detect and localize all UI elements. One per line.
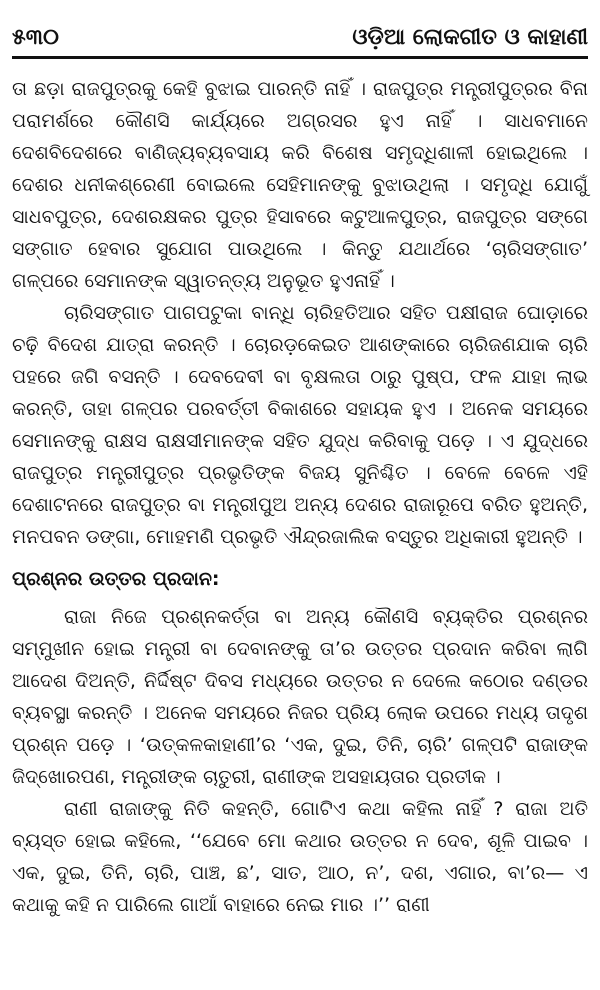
- page-number: ୫୩୦: [12, 25, 59, 50]
- running-title: ଓଡ଼ିଆ ଲୋକଗୀତ ଓ କାହାଣୀ: [352, 25, 588, 50]
- paragraph-1: ତା ଛଡ଼ା ରାଜପୁତ୍ରକୁ କେହି ବୁଝାଇ ପାରନ୍ତି ନାହିଁ । ରାଜପୁତ୍ର ମନ୍ତ୍ରୀପୁତ୍ରର ବିନା ପରାମର୍ଶରେ କୌଣସି କାର୍ଯ୍ୟରେ ଅଗ୍ରସର ହୁଏ ନାହିଁ । ସାଧବମାନେ ଦେଶବିଦେଶରେ ବାଣିଜ୍ୟବ୍ୟବସାୟ କରି ବିଶେଷ ସମୃଦ୍ଧିଶାଳୀ ହୋଇଥିଲେ । ଦେଶର ଧନୀକଶ୍ରେଣୀ ବୋଇଲେ ସେହିମାନଙ୍କୁ ବୁଝାଉଥିଲା । ସମୃଦ୍ଧି ଯୋଗୁଁ ସାଧବପୁତ୍ର, ଦେଶରକ୍ଷକର ପୁତ୍ର ହିସାବରେ କଟୁଆଳପୁତ୍ର, ରାଜପୁତ୍ର ସଙ୍ଗେ ସଙ୍ଗାତ ହେବାର ସୁଯୋଗ ପାଉଥିଲେ । କିନ୍ତୁ ଯଥାର୍ଥରେ ‘ଚାରିସଙ୍ଗାତ’ ଗଳ୍ପରେ ସେମାନଙ୍କ ସ୍ୱାତନ୍ତ୍ୟ ଅନୁଭୂତ ହୁଏନାହିଁ ।: [12, 78, 588, 292]
- paragraph-3: ରାଜା ନିଜେ ପ୍ରଶ୍ନକର୍ତ୍ତା ବା ଅନ୍ୟ କୌଣସି ବ୍ୟକ୍ତିର ପ୍ରଶ୍ନର ସମ୍ମୁଖୀନ ହୋଇ ମନ୍ତ୍ରୀ ବା ଦେବାନଙ୍କୁ ତା’ର ଉତ୍ତର ପ୍ରଦାନ କରିବା ଲାଗି ଆଦେଶ ଦିଅନ୍ତି, ନିର୍ଦ୍ଦିଷ୍ଟ ଦିବସ ମଧ୍ୟରେ ଉତ୍ତର ନ ଦେଲେ କଠୋର ଦଣ୍ଡର ବ୍ୟବସ୍ଥା କରନ୍ତି । ଅନେକ ସମୟରେ ନିଜର ପ୍ରିୟ ଲୋକ ଉପରେ ମଧ୍ୟ ତାଦୃଶ ପ୍ରଶ୍ନ ପଡ଼େ । ‘ଉତ୍କଳକାହାଣୀ’ର ‘ଏକ, ଦୁଇ, ତିନି, ଚାରି’ ଗଳ୍ପଟି ରାଜାଙ୍କ ଜିଦ୍‌ଖୋରପଣ, ମନ୍ତ୍ରୀଙ୍କ ଚାତୁରୀ, ରାଣୀଙ୍କ ଅସହାୟତାର ପ୍ରତୀକ ।: [12, 606, 588, 788]
- page-header: [12, 14, 588, 50]
- paragraph-2: ଚାରିସଙ୍ଗାତ ପାଗପଟୁକା ବାନ୍ଧି ଚାରିହତିଆର ସହିତ ପକ୍ଷୀରାଜ ଘୋଡ଼ାରେ ଚଢ଼ି ବିଦେଶ ଯାତ୍ରା କରନ୍ତି । ଚୋରଡ଼କେଇତ ଆଶଙ୍କାରେ ଚାରିଜଣଯାକ ଚାରି ପହରେ ଜଗି ବସନ୍ତି । ଦେବଦେବୀ ବା ବୃକ୍ଷଲତା ଠାରୁ ପୁଷ୍ପ, ଫଳ ଯାହା ଲାଭ କରନ୍ତି, ତାହା ଗଳ୍ପର ପରବର୍ତ୍ତୀ ବିକାଶରେ ସହାୟକ ହୁଏ । ଅନେକ ସମୟରେ ସେମାନଙ୍କୁ ରାକ୍ଷସ ରାକ୍ଷସୀମାନଙ୍କ ସହିତ ଯୁଦ୍ଧ କରିବାକୁ ପଡ଼େ । ଏ ଯୁଦ୍ଧରେ ରାଜପୁତ୍ର ମନ୍ତ୍ରୀପୁତ୍ର ପ୍ରଭୃତିଙ୍କ ବିଜୟ ସୁନିଶ୍ଚିତ । ବେଳେ ବେଳେ ଏହି ଦେଶାଟନରେ ରାଜପୁତ୍ର ବା ମନ୍ତ୍ରୀପୁଅ ଅନ୍ୟ ଦେଶର ରାଜାରୂପେ ବରିତ ହୁଅନ୍ତି, ମନପବନ ଡଙ୍ଗା, ମୋହମଣି ପ୍ରଭୃତି ଐନ୍ଦ୍ରଜାଲିକ ବସ୍ତୁର ଅଧିକାରୀ ହୁଅନ୍ତି ।: [12, 302, 588, 548]
- paragraph-4: ରାଣୀ ରାଜାଙ୍କୁ ନିତି କହନ୍ତି, ଗୋଟିଏ କଥା କହିଲ ନାହିଁ ? ରାଜା ଅତି ବ୍ୟସ୍ତ ହୋଇ କହିଲେ, ‘‘ଯେବେ ମୋ କଥାର ଉତ୍ତର ନ ଦେବ, ଶୂଳି ପାଇବ । ଏକ, ଦୁଇ, ତିନି, ଚାରି, ପାଞ୍ଚ, ଛ’, ସାତ, ଆଠ, ନ’, ଦଶ, ଏଗାର, ବା’ର— ଏ କଥାକୁ କହି ନ ପାରିଲେ ଗାଆଁ ବାହାରେ ନେଇ ମାର ।’’ ରାଣୀ: [12, 798, 588, 916]
- header-rule: [12, 56, 588, 59]
- section-heading: ପ୍ରଶ୍ନର ଉତ୍ତର ପ୍ରଦାନ:: [12, 568, 220, 590]
